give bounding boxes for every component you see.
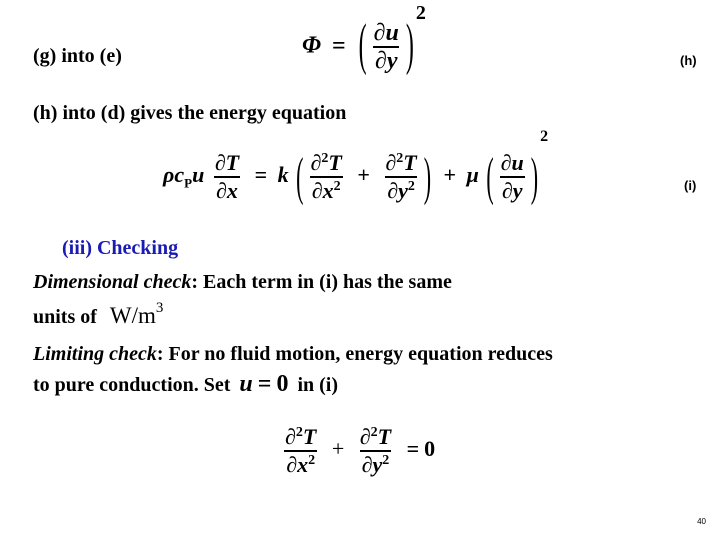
set-u-equation xyxy=(239,371,288,397)
plus-sign: + xyxy=(331,436,345,462)
right-paren: ) xyxy=(530,145,539,206)
var: T xyxy=(377,424,392,449)
units-base: W/m xyxy=(109,303,156,328)
partial: ∂ xyxy=(385,150,397,175)
fraction-dT-dx xyxy=(213,150,241,204)
mu-symbol: μ xyxy=(466,162,479,188)
units-exponent: 3 xyxy=(155,300,164,316)
page-number: 40 xyxy=(697,517,706,526)
sup: 2 xyxy=(333,179,341,194)
exponent: 2 xyxy=(415,2,426,24)
units-line xyxy=(33,300,164,329)
zero: 0 xyxy=(276,371,289,397)
plus-sign: + xyxy=(443,162,457,188)
equation-tag-h: (h) xyxy=(680,53,697,68)
right-paren: ) xyxy=(405,14,414,77)
limiting-check-text: : For no fluid motion, energy equation reduces xyxy=(156,343,553,365)
sup: 2 xyxy=(308,453,316,468)
equals-sign: = xyxy=(331,32,346,59)
denominator: ∂y xyxy=(374,48,398,74)
partial-x: ∂x xyxy=(286,452,309,477)
fraction-d2T-dy2 xyxy=(383,150,418,204)
denominator xyxy=(284,450,317,478)
numerator xyxy=(309,150,344,176)
sup: 2 xyxy=(295,425,303,440)
limiting-check-label: Limiting check xyxy=(33,343,157,365)
phi-equation xyxy=(302,2,426,77)
zero: 0 xyxy=(424,436,436,462)
dimensional-check-text: : Each term in (i) has the same xyxy=(191,271,452,293)
numerator xyxy=(283,424,318,450)
u-symbol: u xyxy=(192,162,205,188)
denominator: ∂y xyxy=(501,178,523,203)
u-symbol: u xyxy=(239,371,253,397)
sup: 2 xyxy=(407,179,415,194)
fraction-d2T-dx2 xyxy=(309,150,344,204)
partial: ∂ xyxy=(310,150,322,175)
var: T xyxy=(403,150,417,175)
line-g-into-e: (g) into (e) xyxy=(33,45,122,67)
limiting-check-line xyxy=(33,342,553,366)
dimensional-check-line xyxy=(33,270,452,294)
plus-sign: + xyxy=(357,162,370,188)
var: T xyxy=(328,150,342,175)
line-h-into-d: (h) into (d) gives the energy equation xyxy=(33,102,347,124)
sup: 2 xyxy=(396,151,404,166)
units-expression xyxy=(109,300,164,328)
numerator: ∂u xyxy=(500,150,524,175)
denominator xyxy=(360,450,392,478)
phi-symbol: Φ xyxy=(302,32,321,59)
numerator: ∂u xyxy=(373,20,399,46)
partial-y: ∂y xyxy=(387,178,408,203)
denominator xyxy=(385,176,417,204)
partial-x: ∂x xyxy=(311,178,334,203)
units-of-label: units of xyxy=(33,306,97,328)
numerator: ∂T xyxy=(214,150,240,175)
fraction-d2T-dy2 xyxy=(358,424,393,478)
pure-conduction-text: to pure conduction. Set xyxy=(33,374,231,396)
c-symbol: c xyxy=(174,162,185,188)
rho-symbol: ρ xyxy=(163,162,175,188)
numerator xyxy=(358,424,393,450)
dimensional-check-label: Dimensional check xyxy=(33,271,192,293)
equals-sign: = xyxy=(257,371,272,397)
denominator: ∂x xyxy=(216,178,238,203)
left-paren: ( xyxy=(358,14,367,77)
equals-sign: = xyxy=(254,162,268,188)
var: T xyxy=(302,424,317,449)
exponent: 2 xyxy=(540,128,549,145)
fraction-d2T-dx2 xyxy=(283,424,318,478)
in-i-text: in (i) xyxy=(297,374,339,396)
denominator xyxy=(310,176,343,204)
pure-conduction-line xyxy=(33,372,338,397)
equals-sign: = xyxy=(406,436,420,462)
partial-y: ∂y xyxy=(361,452,383,477)
conduction-equation xyxy=(280,424,435,478)
right-paren: ) xyxy=(423,145,432,206)
sup: 2 xyxy=(382,453,390,468)
energy-equation xyxy=(163,128,549,206)
equation-tag-i: (i) xyxy=(684,178,697,193)
fraction-du-dy xyxy=(372,20,401,74)
partial: ∂ xyxy=(359,424,371,449)
p-subscript: P xyxy=(184,175,193,191)
fraction-du-dy xyxy=(499,150,526,204)
sup: 2 xyxy=(370,425,378,440)
partial: ∂ xyxy=(285,424,296,449)
section-heading-checking: (iii) Checking xyxy=(62,237,179,259)
left-paren: ( xyxy=(296,145,304,206)
numerator xyxy=(383,150,418,176)
sup: 2 xyxy=(321,151,329,166)
left-paren: ( xyxy=(486,145,494,206)
k-symbol: k xyxy=(277,162,289,188)
